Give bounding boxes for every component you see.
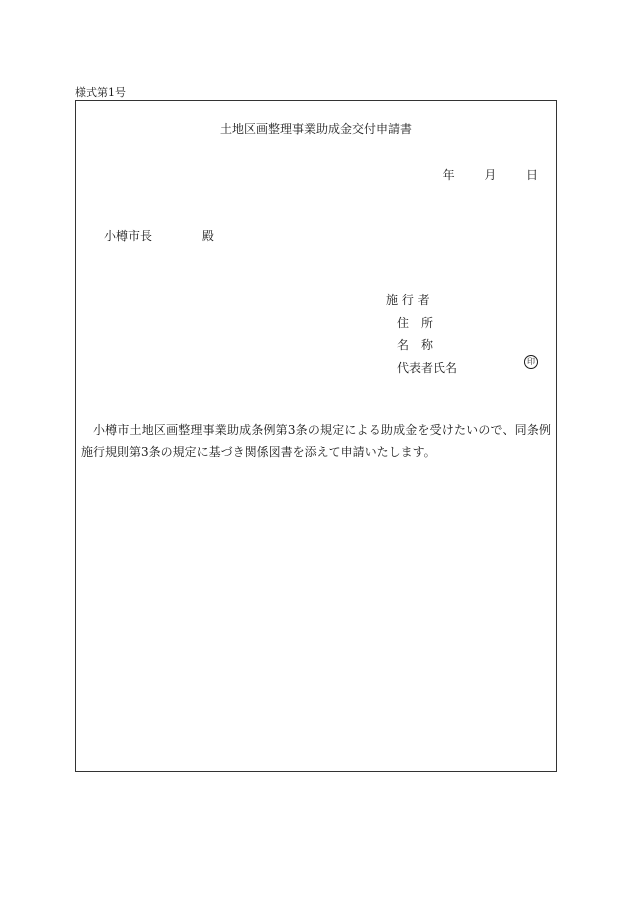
addressee-name: 小樽市長 — [104, 229, 153, 243]
date-year-label: 年 — [442, 168, 455, 182]
address-label: 住 所 — [397, 315, 434, 330]
form-title: 土地区画整理事業助成金交付申請書 — [219, 122, 412, 136]
applicant-block — [386, 289, 457, 379]
form-number: 様式第1号 — [75, 86, 126, 99]
date-month-label: 月 — [484, 168, 497, 182]
application-statement: 小樽市土地区画整理事業助成条例第3条の規定による助成金を受けたいので、同条例施行規則第3条の規定に基づき関係図書を添えて申請いたします。 — [81, 423, 551, 459]
name-label: 名 称 — [397, 338, 434, 352]
representative-label: 代表者氏名 — [397, 360, 458, 375]
applicant-role: 施 行 者 — [386, 293, 430, 307]
seal-mark-icon: 印 — [524, 355, 538, 369]
addressee-honorific: 殿 — [201, 229, 214, 243]
application-form — [75, 100, 557, 772]
addressee — [104, 227, 214, 244]
date-line — [443, 166, 538, 183]
date-day-label: 日 — [525, 168, 538, 182]
